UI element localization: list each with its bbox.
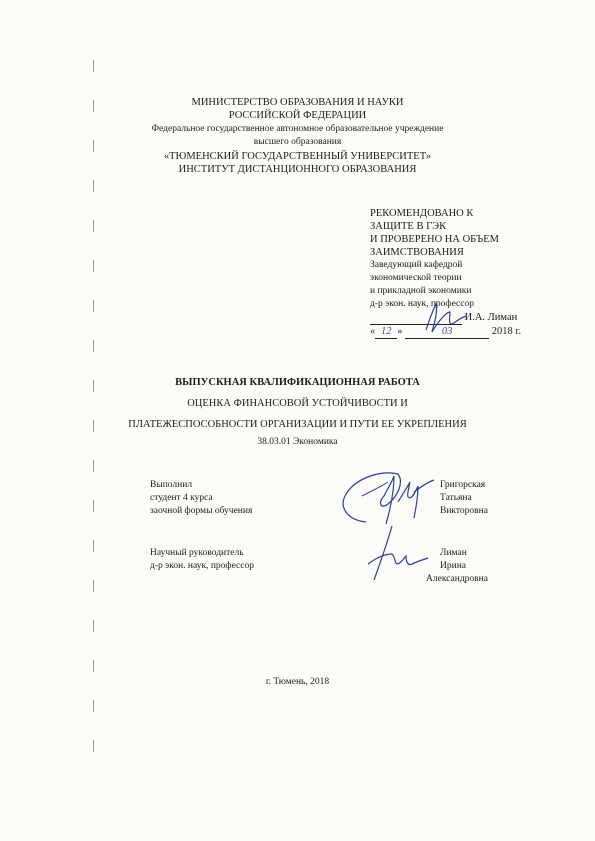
federation-line: РОССИЙСКОЙ ФЕДЕРАЦИИ — [228, 110, 367, 121]
author-role-3: заочной формы обучения — [150, 506, 253, 516]
place-and-year: г. Тюмень, 2018 — [265, 677, 330, 687]
author-patronymic: Викторовна — [440, 506, 488, 516]
author-surname: Григорская — [440, 480, 486, 490]
date-year: 2018 г. — [491, 326, 522, 337]
institute-name: ИНСТИТУТ ДИСТАНЦИОННОГО ОБРАЗОВАНИЯ — [178, 164, 417, 175]
ministry-line: МИНИСТЕРСТВО ОБРАЗОВАНИЯ И НАУКИ — [191, 97, 404, 108]
supervisor-name: Ирина — [440, 561, 466, 571]
approval-line-4: ЗАИМСТВОВАНИЯ — [370, 247, 464, 258]
approval-line-3: И ПРОВЕРЕНО НА ОБЪЕМ — [370, 234, 499, 245]
date-open-quote: « — [370, 326, 376, 337]
date-day: 12 — [375, 325, 397, 339]
university-name: «ТЮМЕНСКИЙ ГОСУДАРСТВЕННЫЙ УНИВЕРСИТЕТ» — [163, 151, 432, 162]
specialty-code: 38.03.01 Экономика — [257, 437, 338, 447]
author-name: Татьяна — [440, 493, 472, 503]
approval-line-1: РЕКОМЕНДОВАНО К — [370, 208, 474, 219]
supervisor-role-1: Научный руководитель — [150, 548, 244, 558]
author-role-2: студент 4 курса — [150, 493, 213, 503]
department-line-1: экономической теории — [370, 273, 462, 283]
institution-type-line: Федеральное государственное автономное образовательное учреждение — [151, 124, 444, 134]
supervisor-role-2: д-р экон. наук, профессор — [150, 561, 254, 571]
signer-name: И.А. Лиман — [464, 312, 518, 323]
topic-line-1: ОЦЕНКА ФИНАНСОВОЙ УСТОЙЧИВОСТИ И — [187, 398, 408, 409]
education-level-line: высшего образования — [253, 137, 342, 147]
department-line-2: и прикладной экономики — [370, 286, 472, 296]
author-role-1: Выполнил — [150, 480, 193, 490]
approval-line-2: ЗАЩИТЕ В ГЭК — [370, 221, 447, 232]
topic-line-2: ПЛАТЕЖЕСПОСОБНОСТИ ОРГАНИЗАЦИИ И ПУТИ ЕЕ УКРЕПЛЕНИЯ — [128, 419, 467, 430]
supervisor-surname: Лиман — [440, 548, 467, 558]
academic-degree: д-р экон. наук, профессор — [370, 299, 474, 309]
date-month: 03 — [405, 325, 489, 339]
supervisor-signature-icon — [362, 520, 432, 586]
date-close-quote: » — [397, 326, 403, 337]
head-signature-icon — [412, 298, 472, 338]
supervisor-patronymic: Александровна — [426, 574, 488, 584]
work-type: ВЫПУСКНАЯ КВАЛИФИКАЦИОННАЯ РАБОТА — [175, 377, 420, 388]
head-of-department: Заведующий кафедрой — [370, 260, 463, 270]
